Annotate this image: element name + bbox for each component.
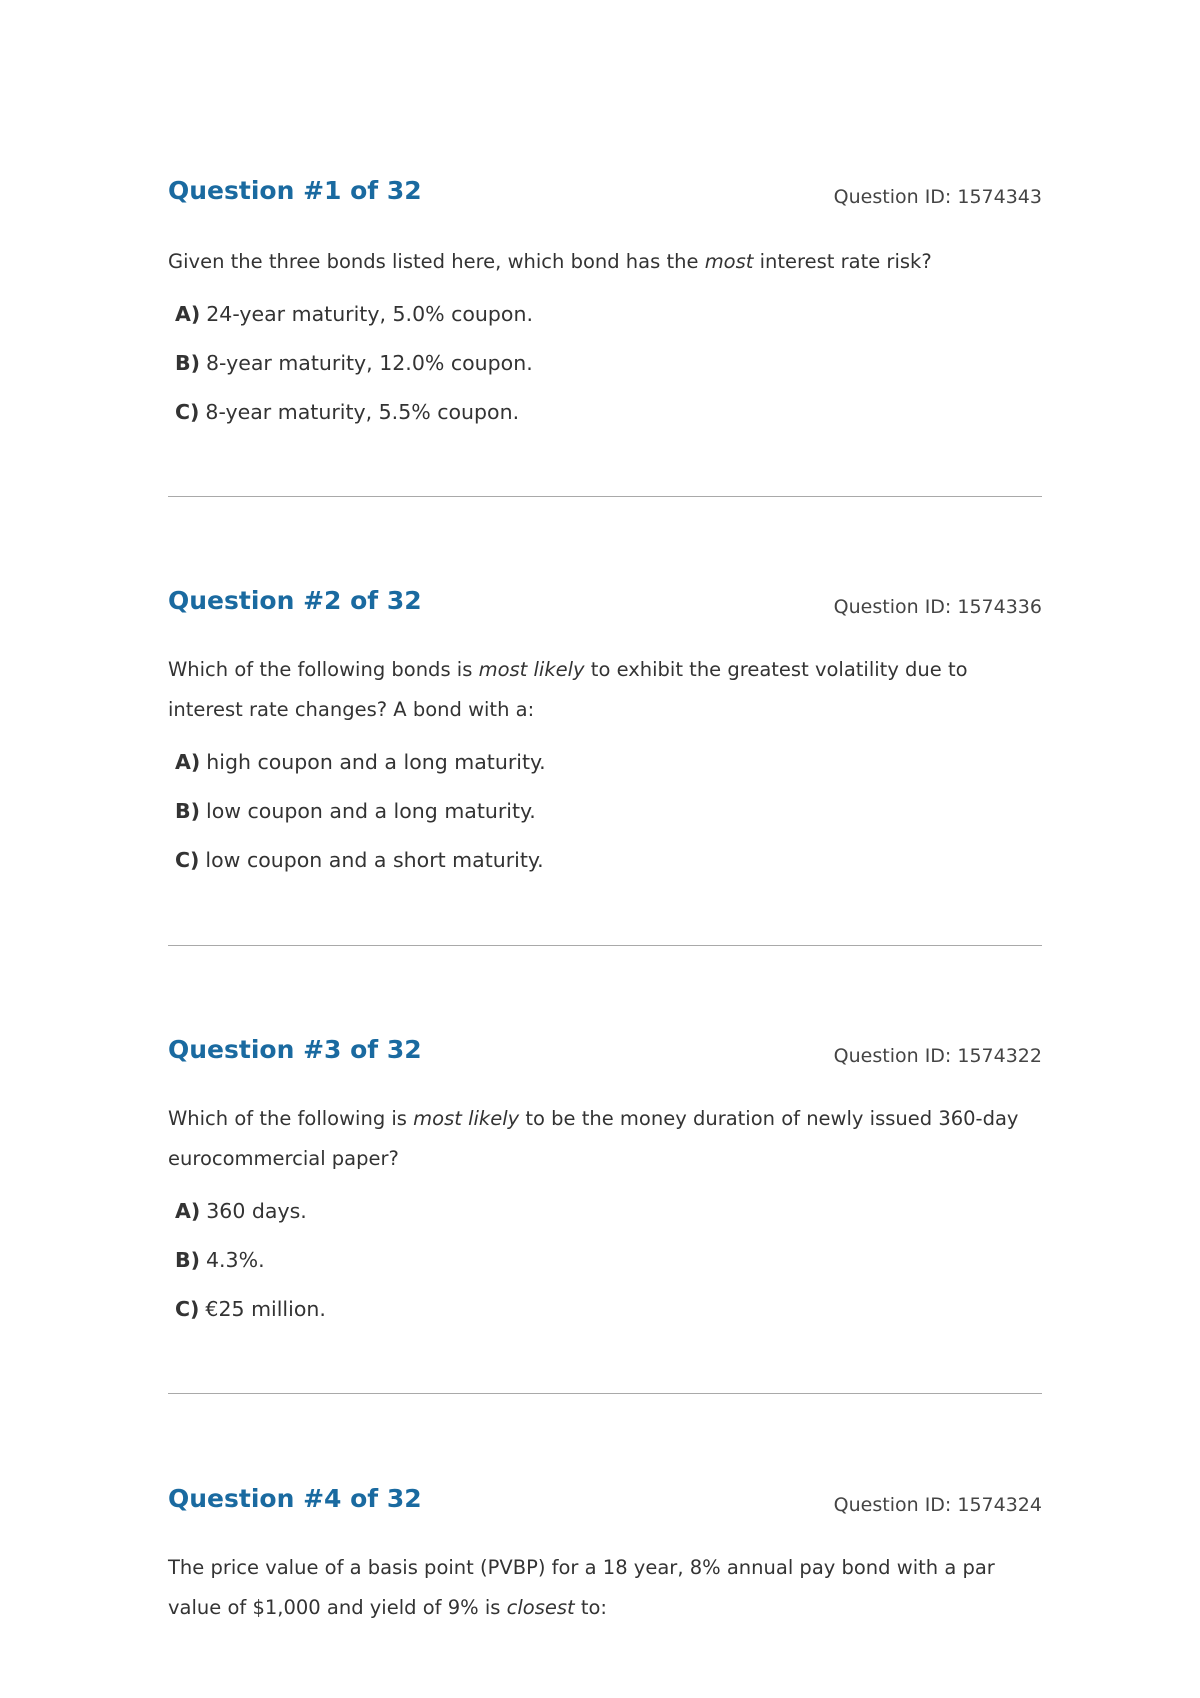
question-title: Question #4 of 32 xyxy=(168,1484,422,1513)
choice-text: low coupon and a long maturity. xyxy=(206,799,536,823)
answer-choice-a[interactable] xyxy=(175,748,1042,776)
question-header xyxy=(168,1035,1042,1075)
answer-choice-b[interactable] xyxy=(175,349,1042,377)
choice-letter: B) xyxy=(175,351,200,375)
stem-text: Which of the following is xyxy=(168,1107,414,1130)
answer-choice-a[interactable] xyxy=(175,300,1042,328)
section-divider xyxy=(168,496,1042,497)
question-stem xyxy=(168,1099,1042,1179)
answer-choices xyxy=(168,748,1042,874)
question-block-4 xyxy=(168,1484,1042,1628)
question-title: Question #2 of 32 xyxy=(168,586,422,615)
answer-choice-b[interactable] xyxy=(175,797,1042,825)
stem-emphasis: most xyxy=(704,250,754,273)
choice-text: 8-year maturity, 5.5% coupon. xyxy=(205,400,520,424)
choice-text: high coupon and a long maturity. xyxy=(206,750,546,774)
choice-text: 8-year maturity, 12.0% coupon. xyxy=(206,351,533,375)
choice-letter: B) xyxy=(175,1248,200,1272)
section-divider xyxy=(168,945,1042,946)
stem-text: interest rate risk? xyxy=(753,250,932,273)
choice-text: €25 million. xyxy=(205,1297,326,1321)
choice-text: low coupon and a short maturity. xyxy=(205,848,544,872)
question-block-1 xyxy=(168,176,1042,447)
choice-letter: C) xyxy=(175,1297,200,1321)
answer-choice-c[interactable] xyxy=(175,398,1042,426)
stem-emphasis: closest xyxy=(506,1596,575,1619)
question-header xyxy=(168,176,1042,216)
question-block-3 xyxy=(168,1035,1042,1344)
answer-choices xyxy=(168,300,1042,426)
choice-letter: C) xyxy=(175,400,200,424)
question-stem xyxy=(168,1548,1042,1628)
question-id: Question ID: 1574322 xyxy=(833,1045,1042,1067)
question-title: Question #1 of 32 xyxy=(168,176,422,205)
choice-letter: C) xyxy=(175,848,200,872)
choice-text: 24-year maturity, 5.0% coupon. xyxy=(206,302,533,326)
question-block-2 xyxy=(168,586,1042,895)
choice-text: 360 days. xyxy=(206,1199,307,1223)
answer-choice-c[interactable] xyxy=(175,846,1042,874)
stem-emphasis: most likely xyxy=(478,658,585,681)
stem-text: to exhibit the greatest volatility due to interest rate changes? A bond with a: xyxy=(168,658,968,721)
stem-text: Which of the following bonds is xyxy=(168,658,479,681)
answer-choices xyxy=(168,1197,1042,1323)
answer-choice-a[interactable] xyxy=(175,1197,1042,1225)
question-title: Question #3 of 32 xyxy=(168,1035,422,1064)
stem-emphasis: most likely xyxy=(413,1107,520,1130)
choice-letter: A) xyxy=(175,1199,201,1223)
question-header xyxy=(168,586,1042,626)
question-stem xyxy=(168,650,1042,730)
question-stem xyxy=(168,242,1042,282)
answer-choice-c[interactable] xyxy=(175,1295,1042,1323)
question-id: Question ID: 1574343 xyxy=(833,186,1042,208)
stem-text: Given the three bonds listed here, which bond has the xyxy=(168,250,705,273)
answer-choice-b[interactable] xyxy=(175,1246,1042,1274)
question-id: Question ID: 1574324 xyxy=(833,1494,1042,1516)
stem-text: The price value of a basis point (PVBP) for a 18 year, 8% annual pay bond with a par value of $1,000 and yield of 9% is xyxy=(168,1556,995,1619)
question-id: Question ID: 1574336 xyxy=(833,596,1042,618)
choice-text: 4.3%. xyxy=(206,1248,265,1272)
stem-text: to be the money duration of newly issued 360-day eurocommercial paper? xyxy=(168,1107,1019,1170)
stem-text: to: xyxy=(574,1596,608,1619)
section-divider xyxy=(168,1393,1042,1394)
choice-letter: B) xyxy=(175,799,200,823)
choice-letter: A) xyxy=(175,302,201,326)
choice-letter: A) xyxy=(175,750,201,774)
question-header xyxy=(168,1484,1042,1524)
